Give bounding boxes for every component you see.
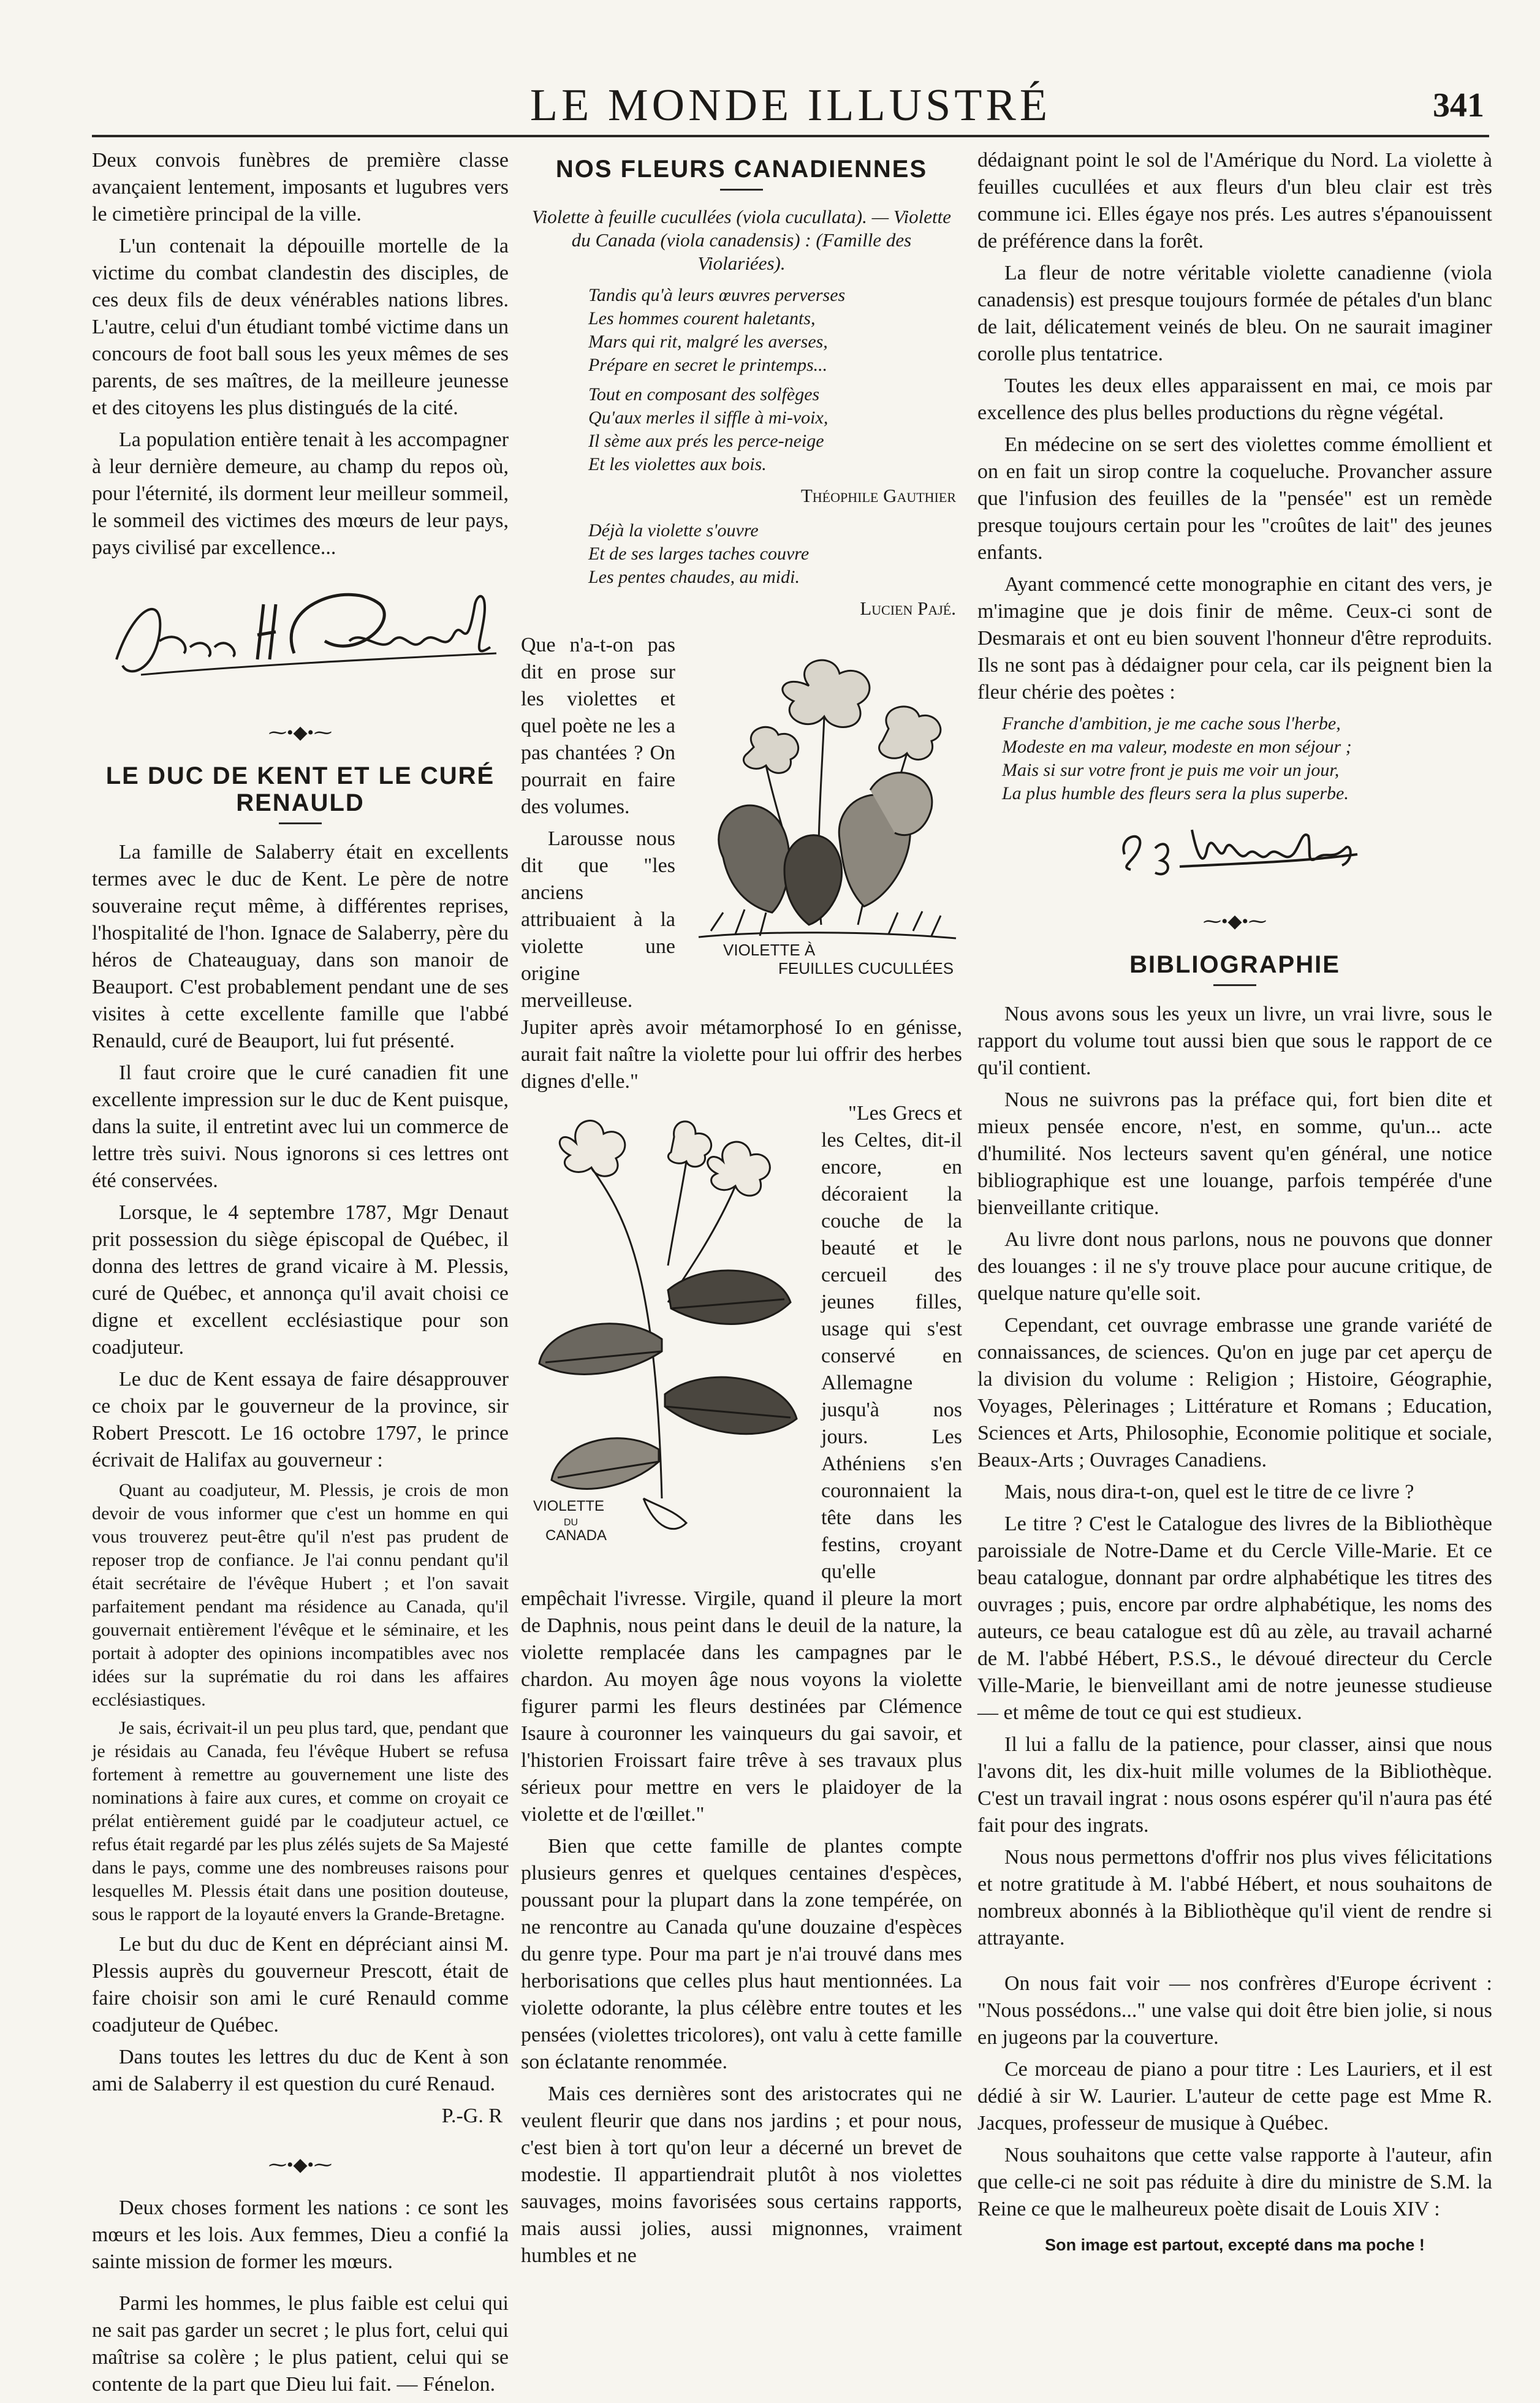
figure-violette-cucullee (686, 637, 962, 987)
paragraph: Larousse nous dit que "les anciens attribuaient à la violette une origine merveilleuse. Jupiter après avoir métamorphosé Io en génisse, aurait fait naître la violette pour lui offrir des herbes dignes d'elle." (521, 827, 962, 1093)
paragraph: Lorsque, le 4 septembre 1787, Mgr Denaut prit possession du siège épiscopal de Québec, il donna des lettres de grand vicaire à M. Plessis, curé de Québec, et annonça qu'il avait choisi ce digne et excellent ecclésiastique pour son coadjuteur. (92, 1201, 509, 1359)
paragraph: Au livre dont nous parlons, nous ne pouvons que donner des louanges : il ne s'y trouve place pour aucune critique, de quelque nature qu'elle soit. (977, 1228, 1492, 1305)
figure-caption: CANADA (545, 1527, 607, 1544)
figure-caption: FEUILLES CUCULLÉES (778, 959, 954, 978)
paragraph: Nous ne suivrons pas la préface qui, fort bien dite et mieux pensée encore, n'est, en somme, qu'un... acte d'humilité. Nos lecteurs savent qu'en général, une notice bibliographique est une louange, parfois tempérée d'une bienveillante critique. (977, 1088, 1492, 1219)
verse-line: Tout en composant des solfèges (588, 384, 820, 404)
paragraph: Nous nous permettons d'offrir nos plus vives félicitations et notre gratitude à M. l'abbé Hébert, et nous souhaitons de nombreux abonnés à la Bibliothèque qu'il vient de rendre si attrayante. (977, 1846, 1492, 1949)
verse-line: Franche d'ambition, je me cache sous l'herbe, (1002, 713, 1341, 734)
ornament-divider: ⁓•◆•⁓ (1202, 911, 1267, 932)
ornament-divider: ⁓•◆•⁓ (268, 2155, 333, 2175)
page-number: 341 (1433, 86, 1484, 124)
article-subtitle: Violette à feuille cucullées (viola cucullata). — Violette du Canada (viola canadensis) : (Famille des Violariées). (531, 206, 952, 274)
paragraph: La fleur de notre véritable violette canadienne (viola canadensis) est presque toujours formée de pétales d'un blanc de lait, délicatement veinés de bleu. On ne saurait imaginer corolle plus tentatrice. (977, 262, 1492, 365)
maxim: Parmi les hommes, le plus faible est celui qui ne sait pas garder un secret ; le plus fort, celui qui maîtrise sa colère ; le plus patient, celui qui se contente de la part que Dieu lui fait. — Fénelon. (92, 2292, 509, 2396)
paragraph: Le duc de Kent essaya de faire désapprouver ce choix par le gouverneur de la province, sir Robert Prescott. Le 16 octobre 1797, le prince écrivait de Halifax au gouverneur : (92, 1368, 509, 1471)
paragraph: dédaignant point le sol de l'Amérique du Nord. La violette à feuilles cucullées et aux fleurs d'un bleu clair est très commune ici. Elles égaye nos prés. Les autres s'épanouissent de préférence dans la forêt. (977, 149, 1492, 252)
masthead (92, 80, 1489, 137)
verse-line: Et de ses larges taches couvre (588, 544, 810, 564)
poem-stanza (588, 284, 962, 377)
verse-line: Les hommes courent haletants, (588, 308, 816, 328)
violet-plant-illustration-icon (686, 637, 962, 980)
column-2 (521, 147, 962, 2274)
article-heading: NOS FLEURS CANADIENNES (555, 156, 928, 183)
verse-line: Prépare en secret le printemps... (588, 355, 828, 375)
signature-beniakoff (92, 568, 509, 697)
heading-rule (1213, 984, 1256, 986)
paragraph: Le but du duc de Kent en dépréciant ainsi M. Plessis auprès du gouverneur Prescott, était de faire choisir son ami le curé Renauld comme coadjuteur de Québec. (92, 1933, 509, 2037)
publication-title: LE MONDE ILLUSTRÉ (529, 80, 1052, 131)
maxim: Deux choses forment les nations : ce sont les mœurs et les lois. Aux femmes, Dieu a confié la sainte mission de former les mœurs. (92, 2196, 509, 2273)
handwritten-signature-icon (1106, 811, 1364, 879)
heading-rule (720, 189, 763, 191)
paragraph: Mais ces dernières sont des aristocrates qui ne veulent fleurir que dans nos jardins ; et pour nous, c'est bien à tort qu'on leur a décerné un brevet de modestie. Il appartiendrait plutôt à nos violettes sauvages, moins favorisées sous certains rapports, mais aussi jolies, aussi mignonnes, vraiment humbles et ne (521, 2082, 962, 2267)
paragraph: La population entière tenait à les accompagner à leur dernière demeure, au champ du repos où, pour l'éternité, ils dorment leur meilleur sommeil, le sommeil des victimes des mœurs de leur pays, pays civilisé par excellence... (92, 428, 509, 559)
figure-caption: VIOLETTE À (723, 941, 816, 959)
paragraph: Cependant, cet ouvrage embrasse une grande variété de connaissances, de sciences. Qu'on en juge par cet aperçu de la division du volume : Religion ; Histoire, Géographie, Voyages, Pèlerinages ; Littérature et Romans ; Education, Sciences et Arts, Philosophie, Economie politique et sociale, Beaux-Arts ; Ouvrages Canadiens. (977, 1314, 1492, 1471)
article-heading: LE DUC DE KENT ET LE CURÉ RENAULD (105, 762, 495, 816)
handwritten-signature-icon (92, 568, 509, 690)
figure-violette-du-canada (521, 1106, 809, 1561)
quoted-letter: Je sais, écrivait-il un peu plus tard, que, pendant que je résidais au Canada, feu l'évêque Hubert se refusa fortement à remettre au gouvernement une liste des nominations à faire aux cures, et comme on croyait ce prélat entièrement guidé par le coadjuteur actuel, ce refus était regardé par les plus zélés sujets de Sa Majesté dans le pays, comme une des nombreuses raisons pour lesquelles M. Plessis était dans une position douteuse, sous le rapport de la loyauté envers la Grande-Bretagne. (92, 1718, 509, 1924)
heading-rule (279, 822, 322, 824)
paragraph: "Les Grecs et les Celtes, dit-il encore, en décoraient la couche de la beauté et le cercueil des jeunes filles, usage qui s'est conservé en Allemagne jusqu'à nos jours. Les Athéniens s'en couronnaient la tête dans les festins, croyant qu'elle empêchait l'ivresse. Virgile, quand il pleure la mort de Daphnis, nous peint dans le deuil de la nature, la violette remplacée dans les campagnes par le chardon. Au moyen âge nous voyons la violette figurer parmi les fleurs destinées par Clémence Isaure à couronner les vainqueurs du gai savoir, et l'historien Froissart faire trêve à ses travaux plus sérieux pour mettre en vers le plaidoyer de la violette et de l'œillet." (521, 1102, 962, 1826)
paragraph: Bien que cette famille de plantes compte plusieurs genres et quelques centaines d'espèces, poussant pour la plupart dans la zone tempérée, on ne rencontre au Canada qu'une douzaine d'espèces du genre type. Pour ma part je n'ai trouvé dans mes herborisations que celles plus haut mentionnées. La violette odorante, la plus célèbre entre toutes et les pensées (violettes tricolores), ont valu à cette famille son éclatante renommée. (521, 1835, 962, 2073)
verse-line: La plus humble des fleurs sera la plus superbe. (1002, 783, 1349, 803)
paragraph: Le titre ? C'est le Catalogue des livres de la Bibliothèque paroissiale de Notre-Dame et du Cercle Ville-Marie. Et ce beau catalogue, donnant par ordre alphabétique les titres des ouvrages ; puis, encore par ordre alphabétique, les noms des auteurs, ce beau catalogue est dû au zèle, au travail acharné de M. l'abbé Hébert, P.S.S., le dévoué directeur du Cercle Ville-Marie, le bienveillant ami de notre jeunesse studieuse — et même de tout ce qui est studieux. (977, 1513, 1492, 1724)
column-3 (977, 147, 1492, 2258)
verse-line: Il sème aux prés les perce-neige (588, 431, 824, 451)
poem-stanza (1002, 712, 1492, 805)
paragraph: Ce morceau de piano a pour titre : Les Lauriers, et il est dédié à sir W. Laurier. L'auteur de cette page est Mme R. Jacques, professeur de musique à Québec. (977, 2058, 1492, 2135)
author-initials: P.-G. R (441, 2105, 503, 2127)
verse-line: Modeste en ma valeur, modeste en mon séjour ; (1002, 737, 1352, 757)
poem-author: Lucien Pajé. (860, 598, 956, 619)
poem-author: Théophile Gauthier (800, 485, 956, 506)
figure-caption: DU (564, 1517, 578, 1528)
paragraph: Nous avons sous les yeux un livre, un vrai livre, sous le rapport du volume tout aussi bien que sous le rapport de ce qu'il contient. (977, 1003, 1492, 1079)
verse-line: Tandis qu'à leurs œuvres perverses (588, 285, 846, 305)
paragraph: Toutes les deux elles apparaissent en mai, ce mois par excellence des plus belles productions du règne végétal. (977, 374, 1492, 424)
article-heading: BIBLIOGRAPHIE (1129, 951, 1340, 978)
verse-line: Mais si sur votre front je puis me voir un jour, (1002, 760, 1340, 780)
paragraph: La famille de Salaberry était en excellents termes avec le duc de Kent. Le père de notre souveraine reçut même, à différentes reprises, l'hospitalité de l'hon. Ignace de Salaberry, père du héros de Chateauguay, dans son manoir de Beauport. C'est probablement pendant une de ses visites à cette excellente famille que l'abbé Renauld, curé de Beauport, lui fut présenté. (92, 841, 509, 1052)
figure-caption: VIOLETTE (533, 1498, 605, 1514)
verse-line: Les pentes chaudes, au midi. (588, 567, 800, 587)
paragraph: Dans toutes les lettres du duc de Kent à son ami de Salaberry il est question du curé Renaud. (92, 2046, 509, 2095)
closing-quote: Son image est partout, excepté dans ma poche ! (1045, 2236, 1425, 2254)
verse-line: Mars qui rit, malgré les averses, (588, 332, 828, 352)
paragraph: L'un contenait la dépouille mortelle de la victime du combat clandestin des disciples, de ces deux fils de deux vénérables nations libres. L'autre, celui d'un étudiant tombé victime dans un concours de foot ball sous les yeux mêmes de ses parents, de ses maîtres, de la meilleure jeunesse et des citoyens les plus distingués de la cité. (92, 235, 509, 419)
verse-line: Déjà la violette s'ouvre (588, 520, 759, 541)
verse-line: Qu'aux merles il siffle à mi-voix, (588, 408, 829, 428)
paragraph: Deux convois funèbres de première classe avançaient lentement, imposants et lugubres vers le cimetière principal de la ville. (92, 149, 509, 226)
signature-massicotte (977, 811, 1492, 886)
paragraph: Ayant commencé cette monographie en citant des vers, je m'imagine que je dois finir de même. Ceux-ci sont de Desmarais et ont eu bien souvent l'honneur d'être reproduits. Ils ne sont pas à dédaigner pour cela, car ils peignent bien la fleur chérie des poètes : (977, 573, 1492, 704)
paragraph: Que n'a-t-on pas dit en prose sur les violettes et quel poète ne les a pas chantées ? On pourrait en faire des volumes. (521, 634, 675, 818)
paragraph: Il lui a fallu de la patience, pour classer, ainsi que nous l'avons dit, les dix-huit mille volumes de la Bibliothèque. C'est un travail ingrat : nous osons espérer qu'il n'aura pas été fait pour des ingrats. (977, 1733, 1492, 1837)
paragraph: En médecine on se sert des violettes comme émollient et on en fait un sirop contre la coqueluche. Provancher assure que l'infusion des feuilles de la "pensée" est un remède presque toujours certain pour les "croûtes de lait" des jeunes enfants. (977, 433, 1492, 564)
paragraph: On nous fait voir — nos confrères d'Europe écrivent : "Nous possédons..." une valse qui doit être bien jolie, si nous en jugeons par la couverture. (977, 1972, 1492, 2049)
paragraph: Il faut croire que le curé canadien fit une excellente impression sur le duc de Kent puisque, dans la suite, il entretint avec lui un commerce de lettre très suivi. Nous ignorons si ces lettres ont été conservées. (92, 1061, 509, 1192)
paragraph: Nous souhaitons que cette valse rapporte à l'auteur, afin que celle-ci ne soit pas réduite à dire du ministre de S.M. la Reine ce que le malheureux poète disait de Louis XIV : (977, 2144, 1492, 2220)
ornament-divider: ⁓•◆•⁓ (268, 723, 333, 743)
violet-plant-illustration-icon (521, 1106, 809, 1554)
quoted-letter: Quant au coadjuteur, M. Plessis, je crois de mon devoir de vous informer que c'est un homme en qui vous trouverez peut-être qu'il n'est pas prudent de reposer trop de confiance. Je l'ai connu pendant qu'il était secrétaire de l'évêque Hubert ; et l'on savait parfaitement pendant ma résidence au Canada, qu'il gouvernait entièrement l'évêque et le séminaire, et les portait à adopter des opinions incompatibles avec nos idées sur la suprématie du roi dans les affaires ecclésiastiques. (92, 1480, 509, 1710)
paragraph: Mais, nous dira-t-on, quel est le titre de ce livre ? (1004, 1481, 1414, 1503)
verse-line: Et les violettes aux bois. (588, 454, 767, 474)
poem-stanza (588, 519, 962, 589)
column-1 (92, 147, 509, 2403)
poem-stanza (588, 383, 962, 476)
